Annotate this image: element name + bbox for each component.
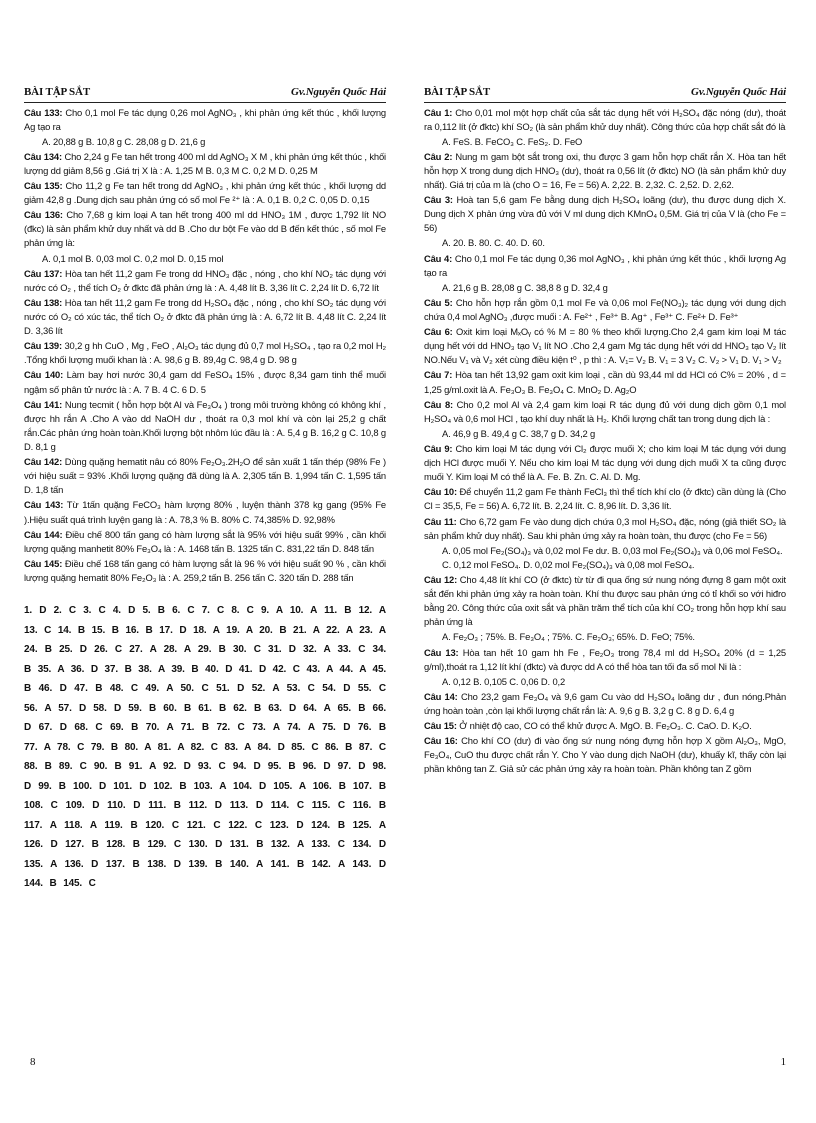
question-number: Câu 137: (24, 267, 63, 279)
question (424, 719, 786, 733)
question-number: Câu 143: (24, 499, 64, 511)
question-number: Câu 139: (24, 340, 62, 352)
question-number: Câu 15: (424, 720, 457, 732)
question-number: Câu 140: (24, 369, 64, 381)
question (424, 106, 786, 134)
question-number: Câu 16: (424, 735, 458, 747)
question-text: Từ 1tấn quặng FeCO₃ hàm lượng 80% , luyện thành 378 kg gang (95% Fe ).Hiệu suất quá trình luyện gang là : A. 78,3 % B. 80% C. 74,385% D. 92,98% (24, 499, 386, 525)
question-options: A. 46,9 g B. 49,4 g C. 38,7 g D. 34,2 g (442, 427, 596, 439)
right-page (424, 84, 786, 1123)
question-number: Câu 7: (424, 369, 453, 381)
question (424, 368, 786, 396)
question-text: Điều chế 168 tấn gang có hàm lượng sắt là 96 % với hiệu suất 90 % , cần khối lượng quặng hematit 80% Fe₂O₃ là : A. 259,2 tấn B. 256 tấn C. 320 tấn D. 288 tấn (24, 557, 386, 583)
question (424, 646, 786, 674)
right-page-number: 1 (780, 1056, 786, 1068)
question-number: Câu 14: (424, 690, 458, 702)
question-text: Cho 0,1 mol Fe tác dụng 0,36 mol AgNO₃ , khi phản ứng kết thúc , khối lượng Ag tạo ra (424, 252, 786, 278)
question-text: Hòa tan hết 11,2 gam Fe trong dd H₂SO₄ đặc , nóng , cho khí SO₂ tác dụng với nước có O₂ có xúc tác, thể tích O₂ ở đktc đã phản ứng là : A. 6,72 lít B. 4,48 lít C. 2,24 lít D. 3,36 lít (24, 296, 386, 337)
question-number: Câu 138: (24, 296, 63, 308)
question-text: Oxit kim loại MₓOᵧ có % M = 80 % theo khối lượng.Cho 2,4 gam kim loại M tác dụng hết với dd HNO₃ tạo V₁ lít NO .Cho 2,4 gam Mg tác dụng hết với dd HNO₃ tạo V₂ lít NO.Nếu V₁ và V₂ xét cùng điều kiện t⁰ , p thì : A. V₁= V₂ B. V₁ = 3 V₂ C. V₂ > V₁ D. V₁ > V₂ (424, 326, 786, 366)
question-number: Câu 6: (424, 326, 453, 338)
question-number: Câu 135: (24, 180, 63, 192)
question-options: A. 20,88 g B. 10,8 g C. 28,08 g D. 21,6 g (42, 135, 206, 147)
question (24, 296, 386, 338)
question-text: Cho 6,72 gam Fe vào dung dịch chứa 0,3 mol H₂SO₄ đặc, nóng (giả thiết SO₂ là sản phẩm khử duy nhất). Sau khi phản ứng xảy ra hoàn toàn, thu được (cho Fe = 56) (424, 515, 786, 541)
question (424, 485, 786, 513)
question-options: A. 0,1 mol B. 0,03 mol C. 0,2 mol D. 0,15 mol (42, 252, 224, 264)
question-text: Cho 0,1 mol Fe tác dụng 0,26 mol AgNO₃ , khi phản ứng kết thúc , khối lượng Ag tạo ra (24, 106, 386, 132)
question-number: Câu 12: (424, 574, 458, 585)
question-text: Dùng quặng hematit nâu có 80% Fe₂O₃.2H₂O để sản xuất 1 tấn thép (98% Fe ) với hiệu suất = 93% .Khối lượng quặng đã dùng là A. 2,305 tấn B. 1,994 tấn C. 1,595 tấn D. 1,8 tấn (24, 456, 386, 496)
question (24, 498, 386, 526)
question-text: Cho 4,48 lít khí CO (ở đktc) từ từ đi qua ống sứ nung nóng đựng 8 gam một oxit sắt đến khi phản ứng xảy ra hoàn toàn. Khí thu được sau phản ứng có tỉ khối so với hiđro bằng 20. Công thức của oxit sắt và phần trăm thể tích của khí CO₂ trong hỗn hợp khí sau phản ứng là (424, 574, 786, 628)
right-header-author: Gv.Nguyễn Quốc Hải (691, 86, 786, 98)
question (24, 267, 386, 295)
question-text: Cho 0,2 mol Al và 2,4 gam kim loại R tác dụng đủ với dung dịch gồm 0,1 mol H₂SO₄ và 0,6 mol HCl , tạo khí duy nhất là H₂. Khối lượng chất tan trong dung dịch là : (424, 398, 786, 424)
question-number: Câu 2: (424, 150, 453, 162)
question (424, 252, 786, 280)
question (24, 557, 386, 585)
question-text: Cho 23,2 gam Fe₃O₄ và 9,6 gam Cu vào dd H₂SO₄ loãng dư , đun nóng.Phản ứng hoàn toàn ,còn lại khối lượng chất rắn là: A. 9,6 g B. 3,2 g C. 8 g D. 6,4 g (424, 690, 787, 716)
question-options: A. 0,12 B. 0,105 C. 0,06 D. 0,2 (442, 675, 566, 687)
question-number: Câu 11: (424, 515, 457, 527)
question (424, 193, 786, 235)
question-text: Hoà tan 5,6 gam Fe bằng dung dịch H₂SO₄ loãng (dư), thu được dung dịch X. Dung dịch X phản ứng vừa đủ với V ml dung dịch KMnO₄ 0,5M. Giá trị của V là (cho Fe = 56) (424, 194, 786, 234)
question-number: Câu 8: (424, 398, 453, 410)
question-number: Câu 3: (424, 194, 453, 206)
question-options: A. Fe₂O₃ ; 75%. B. Fe₃O₄ ; 75%. C. Fe₂O₃; 65%. D. FeO; 75%. (442, 631, 695, 643)
question-number: Câu 13: (424, 646, 459, 658)
question-options: A. FeS. B. FeCO₃ C. FeS₂. D. FeO (442, 135, 583, 147)
question-text: Cho 2,24 g Fe tan hết trong 400 ml dd AgNO₃ X M , khi phản ứng kết thúc , khối lượng dd giảm 8,56 g .Giá trị X là : A. 1,25 M B. 0,3 M C. 0,2 M D. 0,25 M (24, 150, 386, 176)
question-text: Cho 0,01 mol một hợp chất của sắt tác dụng hết với H₂SO₄ đặc nóng (dư), thoát ra 0,112 lít (ở đktc) khí SO₂ (là sản phẩm khử duy nhất). Công thức của hợp chất sắt đó là (424, 106, 786, 132)
right-question-list (424, 106, 786, 777)
question-text: Ở nhiệt độ cao, CO có thể khử được A. MgO. B. Fe₂O₃. C. CaO. D. K₂O. (459, 720, 752, 732)
question-number: Câu 133: (24, 106, 63, 118)
question-number: Câu 142: (24, 456, 63, 468)
question-text: Điều chế 800 tấn gang có hàm lượng sắt là 95% với hiệu suất 99% , cần khối lượng quặng manhetit 80% Fe₃O₄ là : A. 1468 tấn B. 1325 tấn C. 831,22 tấn D. 848 tấn (24, 528, 386, 554)
question-text: Hòa tan hết 11,2 gam Fe trong dd HNO₃ đặc , nóng , cho khí NO₂ tác dụng với nước có O₂ , thể tích O₂ ở đktc đã phản ứng là : A. 4,48 lít B. 3,36 lít C. 2,24 lít D. 6,72 lít (24, 267, 386, 293)
question (424, 296, 786, 324)
left-header-author: Gv.Nguyễn Quốc Hải (291, 86, 386, 98)
question-number: Câu 134: (24, 150, 62, 162)
question-number: Câu 141: (24, 398, 63, 410)
question-text: Cho 11,2 g Fe tan hết trong dd AgNO₃ , khi phản ứng kết thúc , khối lượng dd giảm 42,8 g .Dung dịch sau phản ứng có số mol Fe ²⁺ là : A. 0,1 B. 0,2 C. 0,05 D. 0,15 (24, 180, 386, 206)
question-text: Cho hỗn hợp rắn gồm 0,1 mol Fe và 0,06 mol Fe(NO₃)₂ tác dụng với dung dịch chứa 0,4 mol AgNO₃ ,được muối : A. Fe²⁺ , Fe³⁺ B. Ag⁺ , Fe³⁺ C. Fe²+ D. Fe³⁺ (424, 296, 786, 323)
question-text: Hòa tan hết 10 gam hh Fe , Fe₂O₃ trong 78,4 ml dd H₂SO₄ 20% (d = 1,25 g/ml),thoát ra 1,12 lít khí (đktc) và được dd A có thể hòa tan tối đa số mol Ni là : (424, 646, 786, 672)
question-text: Cho kim loại M tác dụng với Cl₂ được muối X; cho kim loại M tác dụng với dung dịch HCl được muối Y. Nếu cho kim loại M tác dụng với dung dịch muối X ta cũng được muối Y. Kim loại M có thể là A. Fe. B. Zn. C. Al. D. Mg. (424, 443, 786, 483)
left-page (24, 84, 386, 1123)
question-number: Câu 5: (424, 296, 453, 308)
question (24, 398, 386, 454)
question (424, 690, 786, 718)
question-number: Câu 4: (424, 252, 453, 264)
question-options: A. 0,05 mol Fe₂(SO₄)₃ và 0,02 mol Fe dư. B. 0,03 mol Fe₂(SO₄)₃ và 0,06 mol FeSO₄. C. 0,12 mol FeSO₄. D. 0,02 mol Fe₂(SO₄)₃ và 0,08 mol FeSO₄. (442, 544, 783, 570)
question (24, 368, 386, 396)
question-number: Câu 1: (424, 106, 453, 118)
question (24, 150, 386, 178)
left-page-header (24, 84, 386, 103)
left-page-number: 8 (30, 1056, 36, 1068)
left-question-list (24, 106, 386, 586)
question-text: Cho khí CO (dư) đi vào ống sứ nung nóng đựng hỗn hợp X gồm Al₂O₃, MgO, Fe₃O₄, CuO thu được chất rắn Y. Cho Y vào dung dịch NaOH (dư), khuấy kĩ, thấy còn lại phần không tan Z. Giả sử các phản ứng xảy ra hoàn toàn. Phần không tan Z gồm (424, 735, 786, 775)
question-text: Làm bay hơi nước 30,4 gam dd FeSO₄ 15% , được 8,34 gam tinh thể muối ngậm số phân tử nước là : A. 7 B. 4 C. 6 D. 5 (24, 369, 386, 395)
question-number: Câu 10: (424, 486, 457, 498)
right-page-header (424, 84, 786, 103)
question (424, 573, 786, 629)
question (24, 339, 386, 367)
question (424, 442, 786, 484)
left-header-title: BÀI TẬP SẮT (24, 86, 91, 98)
answer-key: 1. D 2. C 3. C 4. D 5. B 6. C 7. C 8. C 9. A 10. A 11. B 12. A 13. C 14. B 15. B 16. B 17. D 18. A 19. A 20. B 21. A 22. A 23. A 24. B 25. D 26. C 27. A 28. A 29. B 30. C 31. D 32. A 33. C 34. B 35. A 36. D 37. B 38. A 39. B 40. D 41. D 42. C 43. A 44. A 45. B 46. D 47. B 48. C 49. A 50. C 51. D 52. A 53. C 54. D 55. C 56. A 57. D 58. D 59. B 60. B 61. B 62. B 63. D 64. A 65. B 66. D 67. D 68. C 69. B 70. A 71. B 72. C 73. A 74. A 75. D 76. B 77. A 78. C 79. B 80. A 81. A 82. C 83. A 84. D 85. C 86. B 87. C 88. B 89. C 90. B 91. A 92. D 93. C 94. D 95. B 96. D 97. D 98. D 99. B 100. D 101. D 102. B 103. A 104. D 105. A 106. B 107. B 108. C 109. D 110. D 111. B 112. D 113. D 114. C 115. C 116. B 117. A 118. A 119. B 120. C 121. C 122. C 123. D 124. B 125. A 126. D 127. B 128. B 129. C 130. D 131. B 132. A 133. C 134. D 135. A 136. D 137. B 138. D 139. B 140. A 141. B 142. A 143. D 144. B 145. C (24, 605, 386, 890)
question (424, 150, 786, 192)
question (424, 734, 786, 776)
question-number: Câu 145: (24, 557, 63, 569)
question-text: Cho 7,68 g kim loại A tan hết trong 400 ml dd HNO₃ 1M , được 1,792 lít NO (đkc) là sản phẩm khử duy nhất và dd B .Cho dư bột Fe vào dd B đến kết thúc , số mol Fe phản ứng là: (24, 209, 386, 249)
question-text: Nung tecmit ( hỗn hợp bột Al và Fe₃O₄ ) trong môi trường không có không khí , được hh rắn A .Cho A vào dd NaOH dư , thoát ra 0,3 mol khí và còn lại 25,2 g chất rắn.Các phản ứng hoàn toàn.Khối lượng bột nhôm lúc đầu là : A. 5,4 g B. 16,2 g C. 10,8 g D. 8,1 g (24, 398, 386, 453)
question-options: A. 20. B. 80. C. 40. D. 60. (442, 237, 545, 249)
question (24, 106, 386, 134)
question (424, 398, 786, 426)
question-number: Câu 136: (24, 209, 63, 221)
question (24, 528, 386, 556)
question-text: 30,2 g hh CuO , Mg , FeO , Al₂O₃ tác dụng đủ 0,7 mol H₂SO₄ , tạo ra 0,2 mol H₂ .Tổng khối lượng muối khan là : A. 98,6 g B. 89,4g C. 98,4 g D. 98 g (24, 340, 386, 366)
question (424, 515, 786, 543)
question-text: Hòa tan hết 13,92 gam oxit kim loại , cần dù 93,44 ml dd HCl có C% = 20% , d = 1,25 g/ml.oxit là A. Fe₃O₃ B. Fe₃O₄ C. MnO₂ D. Ag₂O (424, 369, 786, 395)
question-number: Câu 9: (424, 443, 453, 455)
question-text: Nung m gam bột sắt trong oxi, thu được 3 gam hỗn hợp chất rắn X. Hòa tan hết hỗn hợp X trong dung dịch HNO₃ (dư), thoát ra 0,56 lít (ở đktc) NO (là sản phẩm khử duy nhất). Giá trị của m là (cho O = 16, Fe = 56) A. 2,22. B. 2,32. C. 2,52. D. 2,62. (424, 150, 786, 191)
question-text: Để chuyển 11,2 gam Fe thành FeCl₃ thì thể tích khí clo (ở đktc) cần dùng là (Cho Cl = 35,5, Fe = 56) A. 6,72 lít. B. 2,24 lít. C. 8,96 lít. D. 3,36 lít. (424, 486, 786, 512)
right-header-title: BÀI TẬP SẮT (424, 86, 491, 98)
question-number: Câu 144: (24, 528, 63, 540)
question (24, 208, 386, 250)
question (24, 455, 386, 497)
question-options: A. 21,6 g B. 28,08 g C. 38,8 8 g D. 32,4 g (442, 281, 608, 293)
question (24, 179, 386, 207)
question (424, 325, 786, 367)
